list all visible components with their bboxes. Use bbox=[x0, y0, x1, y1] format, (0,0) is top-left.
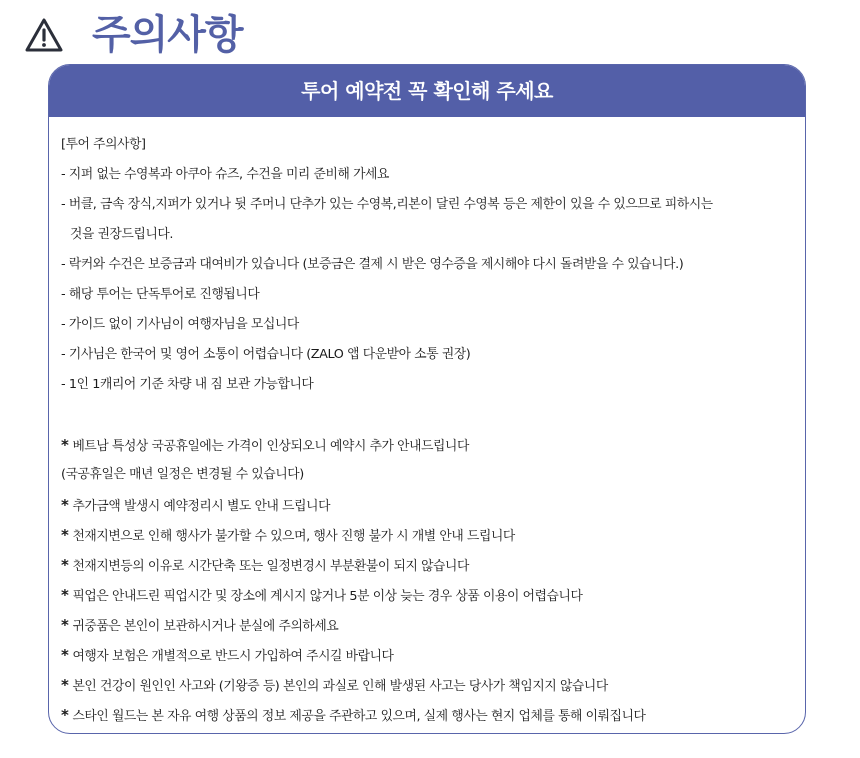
star-item-text: 본인 건강이 원인인 사고와 (기왕증 등) 본인의 과실로 인해 발생된 사고는 당사가 책임지지 않습니다 bbox=[72, 679, 608, 694]
star-item bbox=[61, 550, 795, 580]
page-title: 주의사항 bbox=[92, 12, 243, 58]
list-item-continuation: 것을 권장드립니다. bbox=[70, 227, 174, 242]
star-marker: * bbox=[61, 526, 69, 544]
notice-bar-title: 투어 예약전 꼭 확인해 주세요 bbox=[49, 65, 805, 117]
star-item-note: (국공휴일은 매년 일정은 변경될 수 있습니다) bbox=[61, 467, 304, 482]
list-item: - 버클, 금속 장식,지퍼가 있거나 뒷 주머니 단추가 있는 수영복,리본이 달린 수영복 등은 제한이 있을 수 있으므로 피하시는 bbox=[61, 197, 713, 212]
star-item bbox=[61, 430, 795, 460]
star-item bbox=[61, 490, 795, 520]
star-item-text: 베트남 특성상 국공휴일에는 가격이 인상되오니 예약시 추가 안내드립니다 bbox=[72, 439, 469, 454]
star-item-text: 픽업은 안내드린 픽업시간 및 장소에 계시지 않거나 5분 이상 늦는 경우 상품 이용이 어렵습니다 bbox=[72, 589, 583, 604]
star-marker: * bbox=[61, 496, 69, 514]
star-marker: * bbox=[61, 436, 69, 454]
warning-triangle-icon bbox=[24, 17, 64, 53]
notice-content bbox=[49, 117, 805, 730]
star-item-text: 천재지변등의 이유로 시간단축 또는 일정변경시 부분환불이 되지 않습니다 bbox=[72, 559, 469, 574]
star-marker: * bbox=[61, 676, 69, 694]
star-item-text: 귀중품은 본인이 보관하시거나 분실에 주의하세요 bbox=[72, 619, 339, 634]
list-item: - 1인 1캐리어 기준 차량 내 짐 보관 가능합니다 bbox=[61, 377, 314, 392]
page-header bbox=[24, 10, 243, 60]
list-item: - 가이드 없이 기사님이 여행자님을 모십니다 bbox=[61, 317, 299, 332]
star-item bbox=[61, 700, 795, 730]
list-item: - 락커와 수건은 보증금과 대여비가 있습니다 (보증금은 결제 시 받은 영수증을 제시해야 다시 돌려받을 수 있습니다.) bbox=[61, 257, 684, 272]
notice-box bbox=[48, 64, 806, 734]
list-item: - 지퍼 없는 수영복과 아쿠아 슈즈, 수건을 미리 준비해 가세요 bbox=[61, 167, 389, 182]
star-marker: * bbox=[61, 646, 69, 664]
star-item-text: 여행자 보험은 개별적으로 반드시 가입하여 주시길 바랍니다 bbox=[72, 649, 394, 664]
list-item: - 기사님은 한국어 및 영어 소통이 어렵습니다 (ZALO 앱 다운받아 소통 권장) bbox=[61, 347, 471, 362]
star-item-text: 천재지변으로 인해 행사가 불가할 수 있으며, 행사 진행 불가 시 개별 안내 드립니다 bbox=[72, 529, 515, 544]
star-marker: * bbox=[61, 616, 69, 634]
star-item bbox=[61, 520, 795, 550]
star-item bbox=[61, 580, 795, 610]
list-item: - 해당 투어는 단독투어로 진행됩니다 bbox=[61, 287, 260, 302]
star-marker: * bbox=[61, 556, 69, 574]
section-label: [투어 주의사항] bbox=[61, 137, 146, 152]
star-item bbox=[61, 610, 795, 640]
star-item bbox=[61, 670, 795, 700]
star-item-text: 스타인 월드는 본 자유 여행 상품의 정보 제공을 주관하고 있으며, 실제 행사는 현지 업체를 통해 이뤄집니다 bbox=[72, 709, 646, 724]
star-marker: * bbox=[61, 706, 69, 724]
star-item-text: 추가금액 발생시 예약정리시 별도 안내 드립니다 bbox=[72, 499, 331, 514]
spacer bbox=[61, 400, 795, 430]
star-item bbox=[61, 640, 795, 670]
star-marker: * bbox=[61, 586, 69, 604]
